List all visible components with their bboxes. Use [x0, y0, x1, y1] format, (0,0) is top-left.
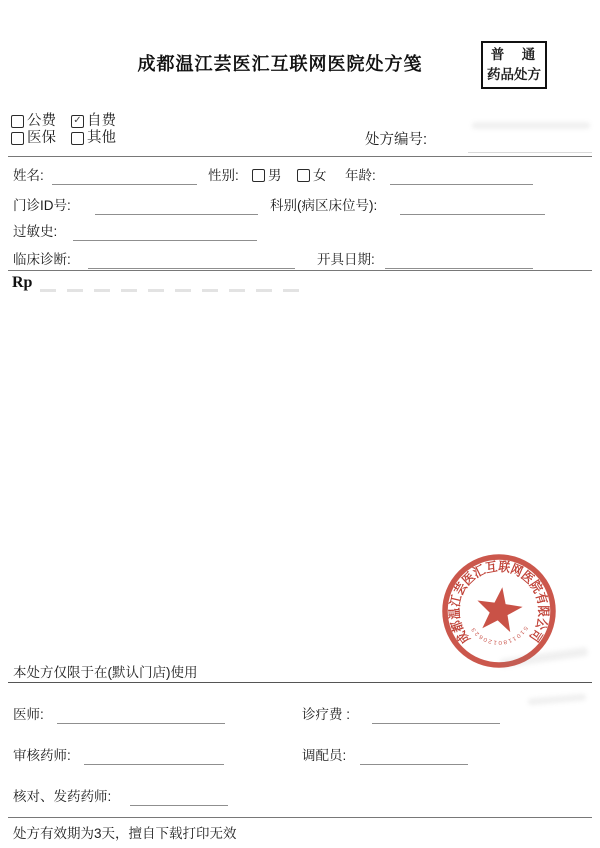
- payment-option-label: 医保: [27, 130, 56, 146]
- prescription-type-badge: [481, 41, 547, 89]
- payment-option-zifei: [71, 114, 131, 129]
- age-label: 年龄:: [345, 168, 376, 183]
- hospital-seal: [424, 536, 574, 686]
- review-pharmacist-label: 审核药师:: [13, 748, 71, 763]
- doctor-field: [57, 706, 225, 724]
- scan-smudge: [472, 122, 590, 129]
- svg-text:5101180120623: [470, 625, 528, 645]
- payment-checkbox-3: [71, 132, 84, 145]
- issue-date-field: [385, 251, 533, 269]
- payment-option-qita: [71, 131, 131, 146]
- footer-divider: [8, 817, 592, 818]
- payment-option-gongfei: [11, 114, 71, 129]
- dispenser-field: [360, 747, 468, 765]
- allergy-label: 过敏史:: [13, 224, 58, 239]
- department-field: [400, 197, 545, 215]
- payment-option-label: 其他: [87, 130, 116, 146]
- page-title: 成都温江芸医汇互联网医院处方笺: [137, 54, 423, 74]
- allergy-field: [73, 223, 257, 241]
- badge-line2: 药品处方: [487, 67, 541, 82]
- age-field: [390, 167, 533, 185]
- check-pharmacist-field: [130, 788, 228, 806]
- female-checkbox: [297, 169, 310, 182]
- issue-date-label: 开具日期:: [317, 252, 375, 267]
- payment-option-yibao: [11, 131, 71, 146]
- name-field: [52, 167, 197, 185]
- usage-divider: [8, 682, 592, 683]
- outpatient-id-field: [95, 197, 258, 215]
- gender-label: 性别:: [208, 168, 239, 183]
- badge-line1: 普 通: [490, 47, 538, 62]
- diagnosis-label: 临床诊断:: [13, 252, 71, 267]
- rp-faded-content: [40, 289, 302, 292]
- payment-option-label: 公费: [27, 113, 56, 129]
- seal-company-name: 成都温江芸医汇互联网医院有限公司: [446, 558, 552, 647]
- treatment-fee-field: [372, 706, 500, 724]
- payment-checkbox-2: [11, 132, 24, 145]
- payment-checkbox-0: [11, 115, 24, 128]
- male-checkbox: [252, 169, 265, 182]
- payment-checkbox-1: ✓: [71, 115, 84, 128]
- scan-smudge: [528, 693, 586, 705]
- section-divider: [8, 270, 592, 271]
- diagnosis-field: [88, 251, 295, 269]
- treatment-fee-label: 诊疗费 :: [302, 707, 351, 722]
- female-label: 女: [313, 168, 327, 183]
- review-pharmacist-field: [84, 747, 224, 765]
- footer-note: 处方有效期为3天，擅自下载打印无效: [13, 826, 237, 841]
- usage-note: 本处方仅限于在(默认门店)使用: [13, 665, 198, 680]
- prescription-number-field: [468, 135, 592, 153]
- payment-options: [11, 114, 131, 146]
- dispenser-label: 调配员:: [302, 748, 347, 763]
- doctor-label: 医师:: [13, 707, 44, 722]
- payment-option-label: 自费: [87, 113, 116, 129]
- section-divider: [8, 156, 592, 157]
- male-label: 男: [268, 168, 282, 183]
- rp-label: Rp: [12, 274, 33, 291]
- department-label: 科别(病区床位号):: [270, 198, 378, 213]
- name-label: 姓名:: [13, 168, 44, 183]
- outpatient-id-label: 门诊ID号:: [13, 198, 71, 213]
- seal-registration-code: 5101180120623: [470, 624, 529, 646]
- star-icon: [474, 584, 525, 633]
- check-pharmacist-label: 核对、发药药师:: [13, 789, 112, 804]
- prescription-number-label: 处方编号:: [365, 132, 428, 148]
